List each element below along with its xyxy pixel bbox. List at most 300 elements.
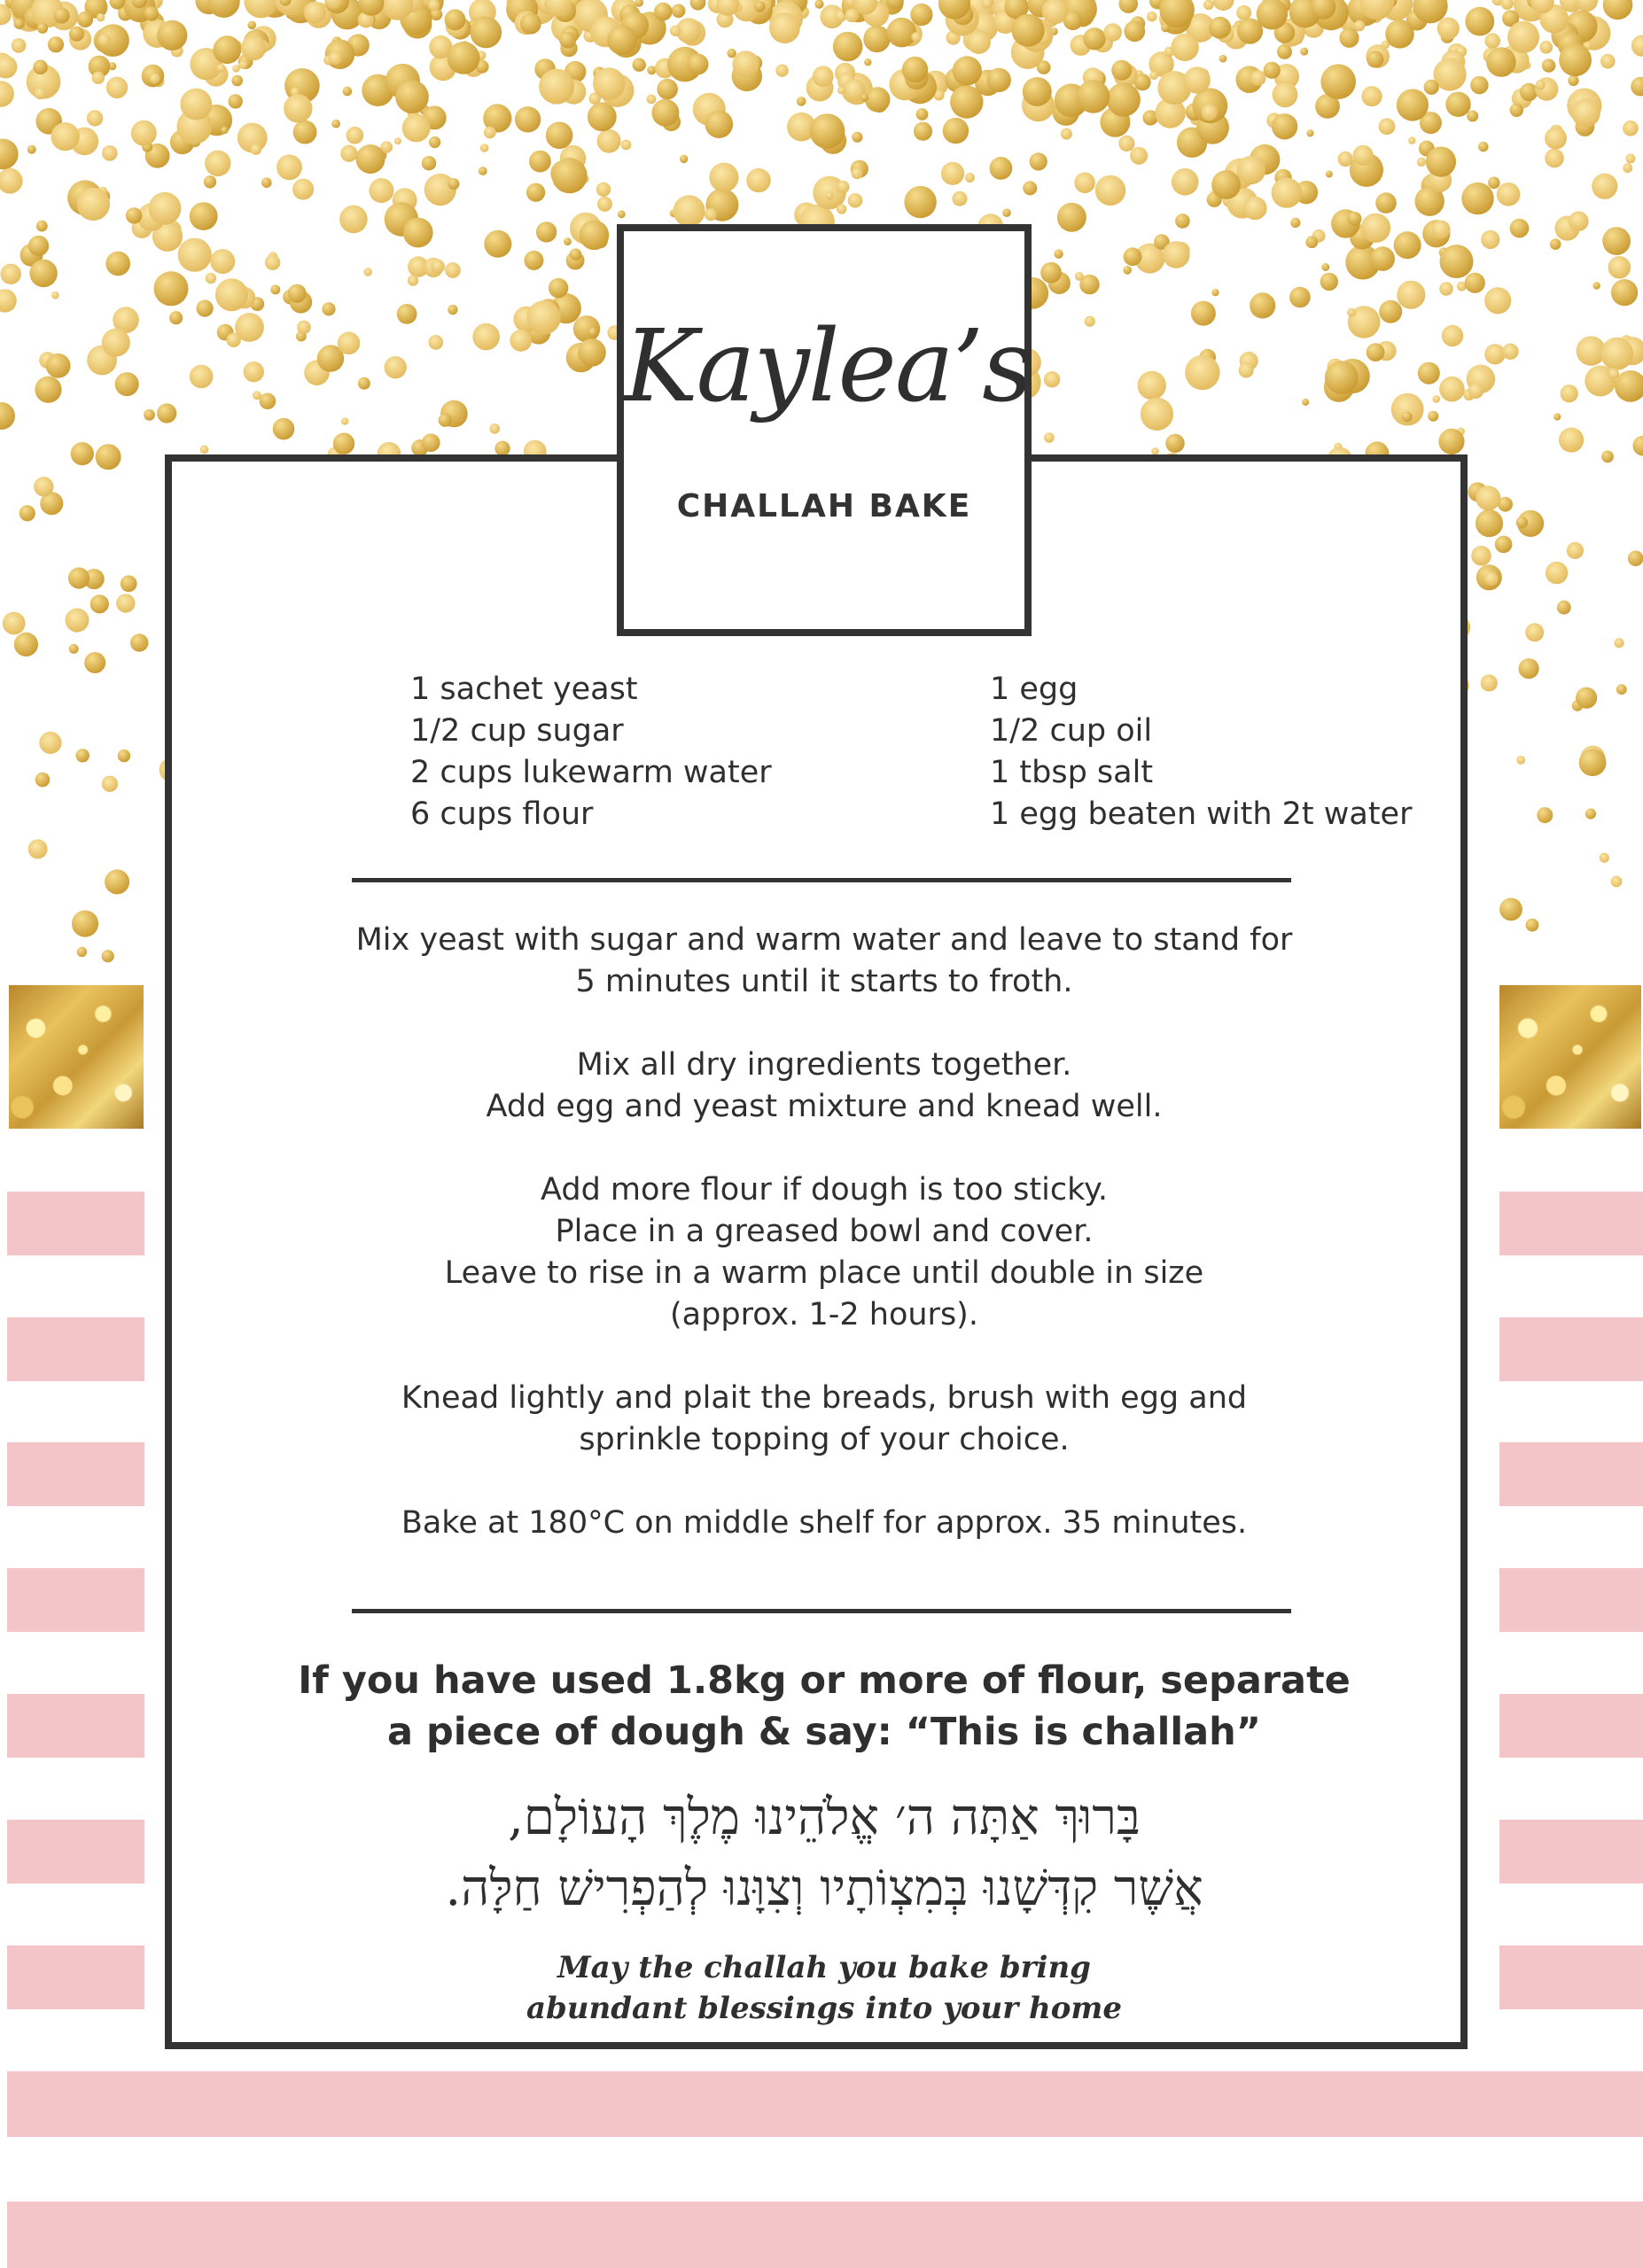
confetti-dot bbox=[1061, 128, 1072, 140]
confetti-dot bbox=[448, 178, 459, 190]
confetti-dot bbox=[1519, 658, 1539, 679]
confetti-dot bbox=[1236, 5, 1251, 20]
confetti-dot bbox=[1465, 273, 1485, 293]
confetti-dot bbox=[14, 19, 25, 29]
confetti-dot bbox=[1615, 370, 1643, 402]
confetti-dot bbox=[1185, 355, 1219, 390]
confetti-dot bbox=[987, 68, 1011, 92]
confetti-dot bbox=[1054, 250, 1063, 259]
confetti-dot bbox=[754, 1, 766, 12]
confetti-dot bbox=[1616, 684, 1627, 695]
confetti-dot bbox=[510, 330, 532, 352]
confetti-dot bbox=[1264, 62, 1281, 79]
confetti-dot bbox=[1239, 362, 1254, 377]
confetti-dot bbox=[239, 60, 248, 69]
confetti-dot bbox=[526, 183, 545, 202]
confetti-dot bbox=[588, 328, 597, 337]
gold-glitter-block-right bbox=[1499, 985, 1641, 1129]
confetti-dot bbox=[1305, 236, 1318, 248]
confetti-dot bbox=[1074, 173, 1095, 194]
confetti-dot bbox=[1579, 749, 1607, 776]
confetti-dot bbox=[28, 236, 49, 256]
confetti-dot bbox=[1484, 33, 1500, 49]
confetti-dot bbox=[1123, 266, 1132, 275]
confetti-dot bbox=[358, 377, 370, 390]
confetti-dot bbox=[810, 113, 845, 149]
confetti-dot bbox=[1510, 104, 1523, 117]
confetti-dot bbox=[205, 151, 230, 176]
confetti-dot bbox=[150, 74, 160, 84]
confetti-dot bbox=[304, 2, 326, 24]
recipe-subtitle: CHALLAH BAKE bbox=[676, 488, 972, 524]
confetti-dot bbox=[1428, 411, 1438, 422]
confetti-dot bbox=[515, 106, 541, 132]
confetti-dot bbox=[3, 612, 26, 635]
confetti-dot bbox=[1320, 273, 1338, 291]
confetti-dot bbox=[0, 402, 15, 430]
confetti-dot bbox=[1147, 12, 1156, 21]
method-step bbox=[266, 1169, 1382, 1336]
confetti-dot bbox=[526, 300, 560, 334]
confetti-dot bbox=[1440, 245, 1474, 278]
confetti-dot bbox=[105, 252, 130, 276]
confetti-dot bbox=[149, 192, 182, 225]
confetti-dot bbox=[1250, 70, 1266, 86]
confetti-dot bbox=[1438, 429, 1464, 454]
pink-stripe bbox=[7, 1192, 144, 1255]
confetti-dot bbox=[169, 311, 183, 324]
confetti-dot bbox=[837, 86, 845, 94]
confetti-dot bbox=[39, 732, 61, 754]
confetti-dot bbox=[1516, 517, 1528, 528]
confetti-dot bbox=[1592, 282, 1600, 289]
confetti-dot bbox=[1445, 92, 1470, 117]
confetti-dot bbox=[1163, 241, 1190, 268]
step-line: (approx. 1-2 hours). bbox=[670, 1297, 978, 1332]
ingredient-item: 1 egg bbox=[990, 672, 1078, 707]
confetti-dot bbox=[1338, 151, 1353, 167]
confetti-dot bbox=[1442, 325, 1463, 346]
confetti-dot bbox=[746, 168, 770, 192]
confetti-dot bbox=[990, 157, 1013, 180]
confetti-dot bbox=[1290, 218, 1300, 228]
confetti-dot bbox=[852, 167, 863, 179]
confetti-dot bbox=[1236, 156, 1265, 185]
ingredients-right-column bbox=[990, 669, 1412, 835]
confetti-dot bbox=[480, 144, 489, 152]
confetti-dot bbox=[1600, 54, 1616, 69]
confetti-dot bbox=[709, 163, 738, 192]
divider-bottom bbox=[352, 1609, 1291, 1613]
confetti-dot bbox=[1602, 227, 1631, 255]
confetti-dot bbox=[292, 179, 314, 200]
confetti-dot bbox=[1124, 247, 1142, 266]
pink-stripe bbox=[1499, 1694, 1643, 1758]
step-line: Bake at 180°C on middle shelf for approx. 35 minutes. bbox=[401, 1505, 1248, 1541]
confetti-dot bbox=[293, 120, 317, 144]
confetti-dot bbox=[597, 197, 612, 212]
step-line: sprinkle topping of your choice. bbox=[579, 1422, 1070, 1457]
confetti-dot bbox=[1545, 128, 1567, 150]
ingredient-item: 6 cups flour bbox=[410, 796, 594, 832]
confetti-dot bbox=[1040, 262, 1062, 284]
ingredients-left-column bbox=[410, 669, 772, 835]
confetti-dot bbox=[1273, 82, 1298, 107]
confetti-dot bbox=[1507, 21, 1539, 53]
confetti-dot bbox=[559, 32, 576, 49]
confetti-dot bbox=[69, 27, 84, 42]
confetti-dot bbox=[1424, 80, 1439, 95]
confetti-dot bbox=[552, 158, 588, 193]
confetti-dot bbox=[1608, 369, 1619, 379]
confetti-dot bbox=[403, 218, 433, 248]
confetti-dot bbox=[950, 85, 983, 118]
confetti-dot bbox=[445, 262, 461, 278]
confetti-dot bbox=[1085, 316, 1095, 327]
confetti-dot bbox=[529, 151, 551, 173]
confetti-dot bbox=[288, 284, 307, 303]
confetti-dot bbox=[284, 94, 312, 122]
confetti-dot bbox=[479, 167, 487, 175]
confetti-dot bbox=[1576, 0, 1598, 12]
confetti-dot bbox=[672, 4, 686, 19]
confetti-dot bbox=[197, 300, 214, 317]
confetti-dot bbox=[1540, 41, 1553, 54]
confetti-dot bbox=[1516, 756, 1525, 765]
step-line: Place in a greased bowl and cover. bbox=[555, 1214, 1094, 1249]
step-line: 5 minutes until it starts to froth. bbox=[575, 964, 1073, 999]
confetti-dot bbox=[207, 0, 239, 18]
confetti-dot bbox=[36, 221, 48, 232]
confetti-dot bbox=[178, 238, 212, 272]
confetti-dot bbox=[1339, 28, 1359, 48]
confetti-dot bbox=[210, 249, 235, 274]
confetti-dot bbox=[524, 251, 543, 270]
confetti-dot bbox=[131, 120, 157, 146]
confetti-dot bbox=[688, 54, 709, 75]
confetti-dot bbox=[580, 220, 610, 250]
confetti-dot bbox=[814, 0, 823, 9]
confetti-dot bbox=[1426, 147, 1456, 177]
confetti-dot bbox=[1138, 371, 1166, 400]
confetti-dot bbox=[860, 94, 868, 102]
confetti-dot bbox=[1484, 571, 1499, 586]
confetti-dot bbox=[14, 633, 38, 656]
confetti-dot bbox=[338, 332, 361, 355]
confetti-dot bbox=[1, 264, 21, 284]
confetti-dot bbox=[121, 575, 137, 592]
confetti-dot bbox=[1354, 20, 1366, 32]
confetti-dot bbox=[1321, 263, 1329, 271]
confetti-dot bbox=[395, 80, 429, 113]
confetti-dot bbox=[852, 132, 862, 143]
confetti-dot bbox=[953, 191, 968, 206]
confetti-dot bbox=[705, 208, 717, 221]
confetti-dot bbox=[322, 302, 335, 315]
confetti-dot bbox=[69, 644, 79, 654]
confetti-dot bbox=[422, 156, 436, 170]
confetti-dot bbox=[1211, 289, 1219, 296]
confetti-dot bbox=[680, 155, 688, 163]
confetti-dot bbox=[727, 49, 736, 58]
confetti-dot bbox=[1243, 197, 1267, 221]
confetti-dot bbox=[863, 26, 890, 52]
confetti-dot bbox=[1600, 853, 1609, 863]
confetti-dot bbox=[448, 305, 457, 315]
confetti-dot bbox=[1397, 89, 1429, 120]
confetti-dot bbox=[1306, 129, 1313, 136]
confetti-dot bbox=[1603, 0, 1633, 19]
confetti-dot bbox=[1585, 809, 1596, 819]
confetti-dot bbox=[341, 417, 348, 424]
confetti-dot bbox=[118, 750, 130, 762]
method-step bbox=[266, 920, 1382, 1003]
closing-blessing bbox=[266, 1947, 1382, 2029]
confetti-dot bbox=[1361, 214, 1390, 243]
confetti-dot bbox=[657, 79, 678, 100]
confetti-dot bbox=[633, 58, 646, 72]
pink-stripe bbox=[1499, 1192, 1643, 1255]
gold-glitter-block-left bbox=[9, 985, 144, 1129]
confetti-dot bbox=[588, 102, 617, 131]
confetti-dot bbox=[1149, 71, 1158, 80]
confetti-dot bbox=[1439, 282, 1453, 296]
confetti-dot bbox=[333, 433, 354, 454]
confetti-dot bbox=[593, 67, 626, 100]
confetti-dot bbox=[1546, 562, 1568, 584]
confetti-dot bbox=[154, 271, 189, 306]
confetti-dot bbox=[77, 947, 87, 957]
pink-stripe bbox=[7, 1317, 144, 1381]
confetti-dot bbox=[1553, 413, 1561, 420]
confetti-dot bbox=[329, 51, 342, 65]
confetti-dot bbox=[1375, 192, 1397, 214]
confetti-dot bbox=[965, 173, 975, 183]
confetti-dot bbox=[536, 221, 557, 242]
confetti-dot bbox=[484, 230, 511, 258]
confetti-dot bbox=[343, 87, 353, 97]
confetti-dot bbox=[1095, 175, 1125, 206]
confetti-dot bbox=[597, 129, 621, 153]
confetti-dot bbox=[1111, 60, 1132, 81]
confetti-dot bbox=[37, 23, 48, 34]
confetti-dot bbox=[607, 25, 637, 55]
confetti-dot bbox=[1023, 77, 1052, 106]
confetti-dot bbox=[90, 594, 109, 613]
confetti-dot bbox=[1537, 807, 1553, 823]
confetti-dot bbox=[297, 321, 311, 335]
confetti-dot bbox=[654, 3, 673, 21]
method-step bbox=[266, 1378, 1382, 1461]
confetti-dot bbox=[1272, 113, 1297, 139]
confetti-dot bbox=[12, 38, 27, 53]
ingredient-item: 1 egg beaten with 2t water bbox=[990, 796, 1413, 832]
confetti-dot bbox=[732, 50, 759, 77]
confetti-dot bbox=[206, 273, 216, 284]
confetti-dot bbox=[1107, 82, 1141, 116]
confetti-dot bbox=[1476, 485, 1500, 510]
confetti-dot bbox=[0, 289, 17, 312]
confetti-dot bbox=[1075, 272, 1084, 281]
confetti-dot bbox=[1571, 98, 1600, 127]
confetti-dot bbox=[1030, 152, 1047, 170]
pink-stripe bbox=[7, 1442, 144, 1506]
confetti-dot bbox=[66, 609, 90, 633]
confetti-dot bbox=[1465, 7, 1494, 36]
confetti-dot bbox=[1439, 377, 1465, 402]
confetti-dot bbox=[1557, 601, 1571, 615]
confetti-dot bbox=[1501, 0, 1514, 10]
step-line: Mix yeast with sugar and warm water and leave to stand for bbox=[355, 922, 1293, 958]
confetti-dot bbox=[1348, 212, 1362, 226]
pink-stripe bbox=[1499, 1568, 1643, 1632]
confetti-dot bbox=[102, 776, 118, 792]
confetti-dot bbox=[1302, 399, 1309, 406]
confetti-dot bbox=[1628, 551, 1643, 567]
confetti-dot bbox=[1361, 86, 1382, 106]
confetti-dot bbox=[1601, 451, 1614, 463]
confetti-dot bbox=[1172, 168, 1199, 196]
confetti-dot bbox=[1470, 76, 1488, 94]
confetti-dot bbox=[837, 181, 850, 194]
confetti-dot bbox=[651, 99, 679, 127]
confetti-dot bbox=[1476, 509, 1503, 537]
confetti-dot bbox=[1568, 75, 1578, 86]
confetti-dot bbox=[618, 210, 626, 218]
confetti-dot bbox=[471, 17, 502, 49]
confetti-dot bbox=[369, 178, 393, 203]
confetti-dot bbox=[431, 260, 445, 274]
method-steps bbox=[266, 920, 1382, 1586]
confetti-dot bbox=[1326, 171, 1333, 178]
confetti-dot bbox=[0, 168, 23, 194]
confetti-dot bbox=[276, 154, 302, 180]
confetti-dot bbox=[340, 145, 357, 162]
confetti-dot bbox=[356, 144, 385, 174]
confetti-dot bbox=[1385, 19, 1414, 49]
confetti-dot bbox=[1623, 163, 1632, 173]
confetti-dot bbox=[35, 377, 61, 403]
confetti-dot bbox=[247, 21, 256, 30]
confetti-dot bbox=[621, 140, 632, 151]
confetti-dot bbox=[1367, 343, 1385, 361]
confetti-dot bbox=[797, 97, 806, 106]
confetti-dot bbox=[1124, 20, 1145, 42]
confetti-dot bbox=[261, 177, 272, 188]
ingredient-item: 1/2 cup oil bbox=[990, 713, 1153, 749]
confetti-dot bbox=[34, 477, 53, 496]
confetti-dot bbox=[0, 81, 14, 106]
confetti-dot bbox=[102, 329, 130, 357]
confetti-dot bbox=[1418, 362, 1440, 384]
confetti-dot bbox=[102, 145, 118, 161]
confetti-dot bbox=[1486, 47, 1516, 77]
confetti-dot bbox=[647, 95, 657, 105]
confetti-dot bbox=[213, 35, 241, 64]
confetti-dot bbox=[1002, 208, 1011, 217]
confetti-dot bbox=[1431, 221, 1450, 239]
confetti-dot bbox=[647, 66, 656, 74]
confetti-dot bbox=[48, 36, 64, 52]
confetti-dot bbox=[84, 652, 105, 673]
hebrew-blessing bbox=[266, 1783, 1382, 1924]
confetti-dot bbox=[1623, 120, 1639, 136]
recipe-owner-title: Kaylea’s bbox=[624, 309, 1032, 424]
confetti-dot bbox=[46, 353, 71, 378]
confetti-dot bbox=[1471, 546, 1491, 566]
confetti-dot bbox=[1561, 384, 1578, 402]
confetti-dot bbox=[489, 423, 500, 434]
confetti-dot bbox=[825, 191, 833, 199]
confetti-dot bbox=[916, 108, 929, 120]
confetti-dot bbox=[0, 139, 19, 170]
confetti-dot bbox=[1397, 281, 1425, 309]
confetti-dot bbox=[1353, 145, 1374, 166]
confetti-dot bbox=[546, 122, 573, 150]
confetti-dot bbox=[157, 403, 176, 423]
confetti-dot bbox=[1559, 43, 1592, 76]
confetti-dot bbox=[1379, 118, 1396, 135]
confetti-dot bbox=[72, 911, 98, 937]
confetti-dot bbox=[911, 32, 921, 42]
confetti-dot bbox=[1211, 170, 1241, 199]
confetti-dot bbox=[200, 446, 209, 454]
confetti-dot bbox=[1402, 412, 1413, 423]
confetti-dot bbox=[1499, 898, 1522, 921]
pink-stripe bbox=[1499, 1946, 1643, 2009]
confetti-dot bbox=[273, 418, 295, 440]
confetti-dot bbox=[1077, 80, 1110, 113]
confetti-dot bbox=[115, 372, 139, 396]
confetti-dot bbox=[144, 6, 159, 20]
confetti-dot bbox=[33, 60, 48, 75]
confetti-dot bbox=[864, 58, 871, 66]
confetti-dot bbox=[408, 275, 418, 285]
confetti-dot bbox=[1611, 876, 1623, 888]
confetti-dot bbox=[1118, 136, 1134, 151]
confetti-dot bbox=[1408, 136, 1415, 144]
method-step bbox=[266, 1045, 1382, 1128]
confetti-dot bbox=[904, 186, 936, 218]
hebrew-line: אֲשֶׁר קִדְּשָׁנוּ בְּמִצְוֹתָיו וְצִוָּנוּ לְהַפְרִישׁ חַלָּה. bbox=[445, 1860, 1203, 1917]
confetti-dot bbox=[1495, 536, 1513, 554]
confetti-dot bbox=[424, 174, 456, 206]
confetti-dot bbox=[539, 69, 574, 105]
confetti-dot bbox=[1165, 434, 1184, 453]
confetti-dot bbox=[596, 183, 611, 197]
confetti-dot bbox=[250, 144, 261, 155]
confetti-dot bbox=[422, 433, 440, 452]
confetti-dot bbox=[549, 278, 568, 298]
confetti-dot bbox=[0, 56, 17, 79]
confetti-dot bbox=[1012, 14, 1045, 47]
confetti-dot bbox=[27, 145, 36, 154]
confetti-dot bbox=[1300, 48, 1308, 56]
confetti-dot bbox=[1432, 395, 1440, 403]
confetti-dot bbox=[1525, 623, 1544, 641]
note-line: If you have used 1.8kg or more of flour, separate bbox=[298, 1658, 1351, 1703]
confetti-dot bbox=[1044, 432, 1055, 443]
hebrew-line: בָּרוּךְ אַתָּה ה׳ אֱלֹהֵינוּ מֶלֶךְ הָעוֹלָם, bbox=[508, 1789, 1141, 1846]
ingredient-item: 1 tbsp salt bbox=[990, 755, 1154, 790]
confetti-dot bbox=[339, 206, 368, 234]
confetti-dot bbox=[144, 409, 155, 421]
confetti-dot bbox=[35, 88, 47, 100]
pink-stripe bbox=[7, 2202, 1643, 2268]
confetti-dot bbox=[1367, 50, 1383, 67]
pink-stripe bbox=[7, 1820, 144, 1884]
confetti-dot bbox=[96, 444, 121, 470]
